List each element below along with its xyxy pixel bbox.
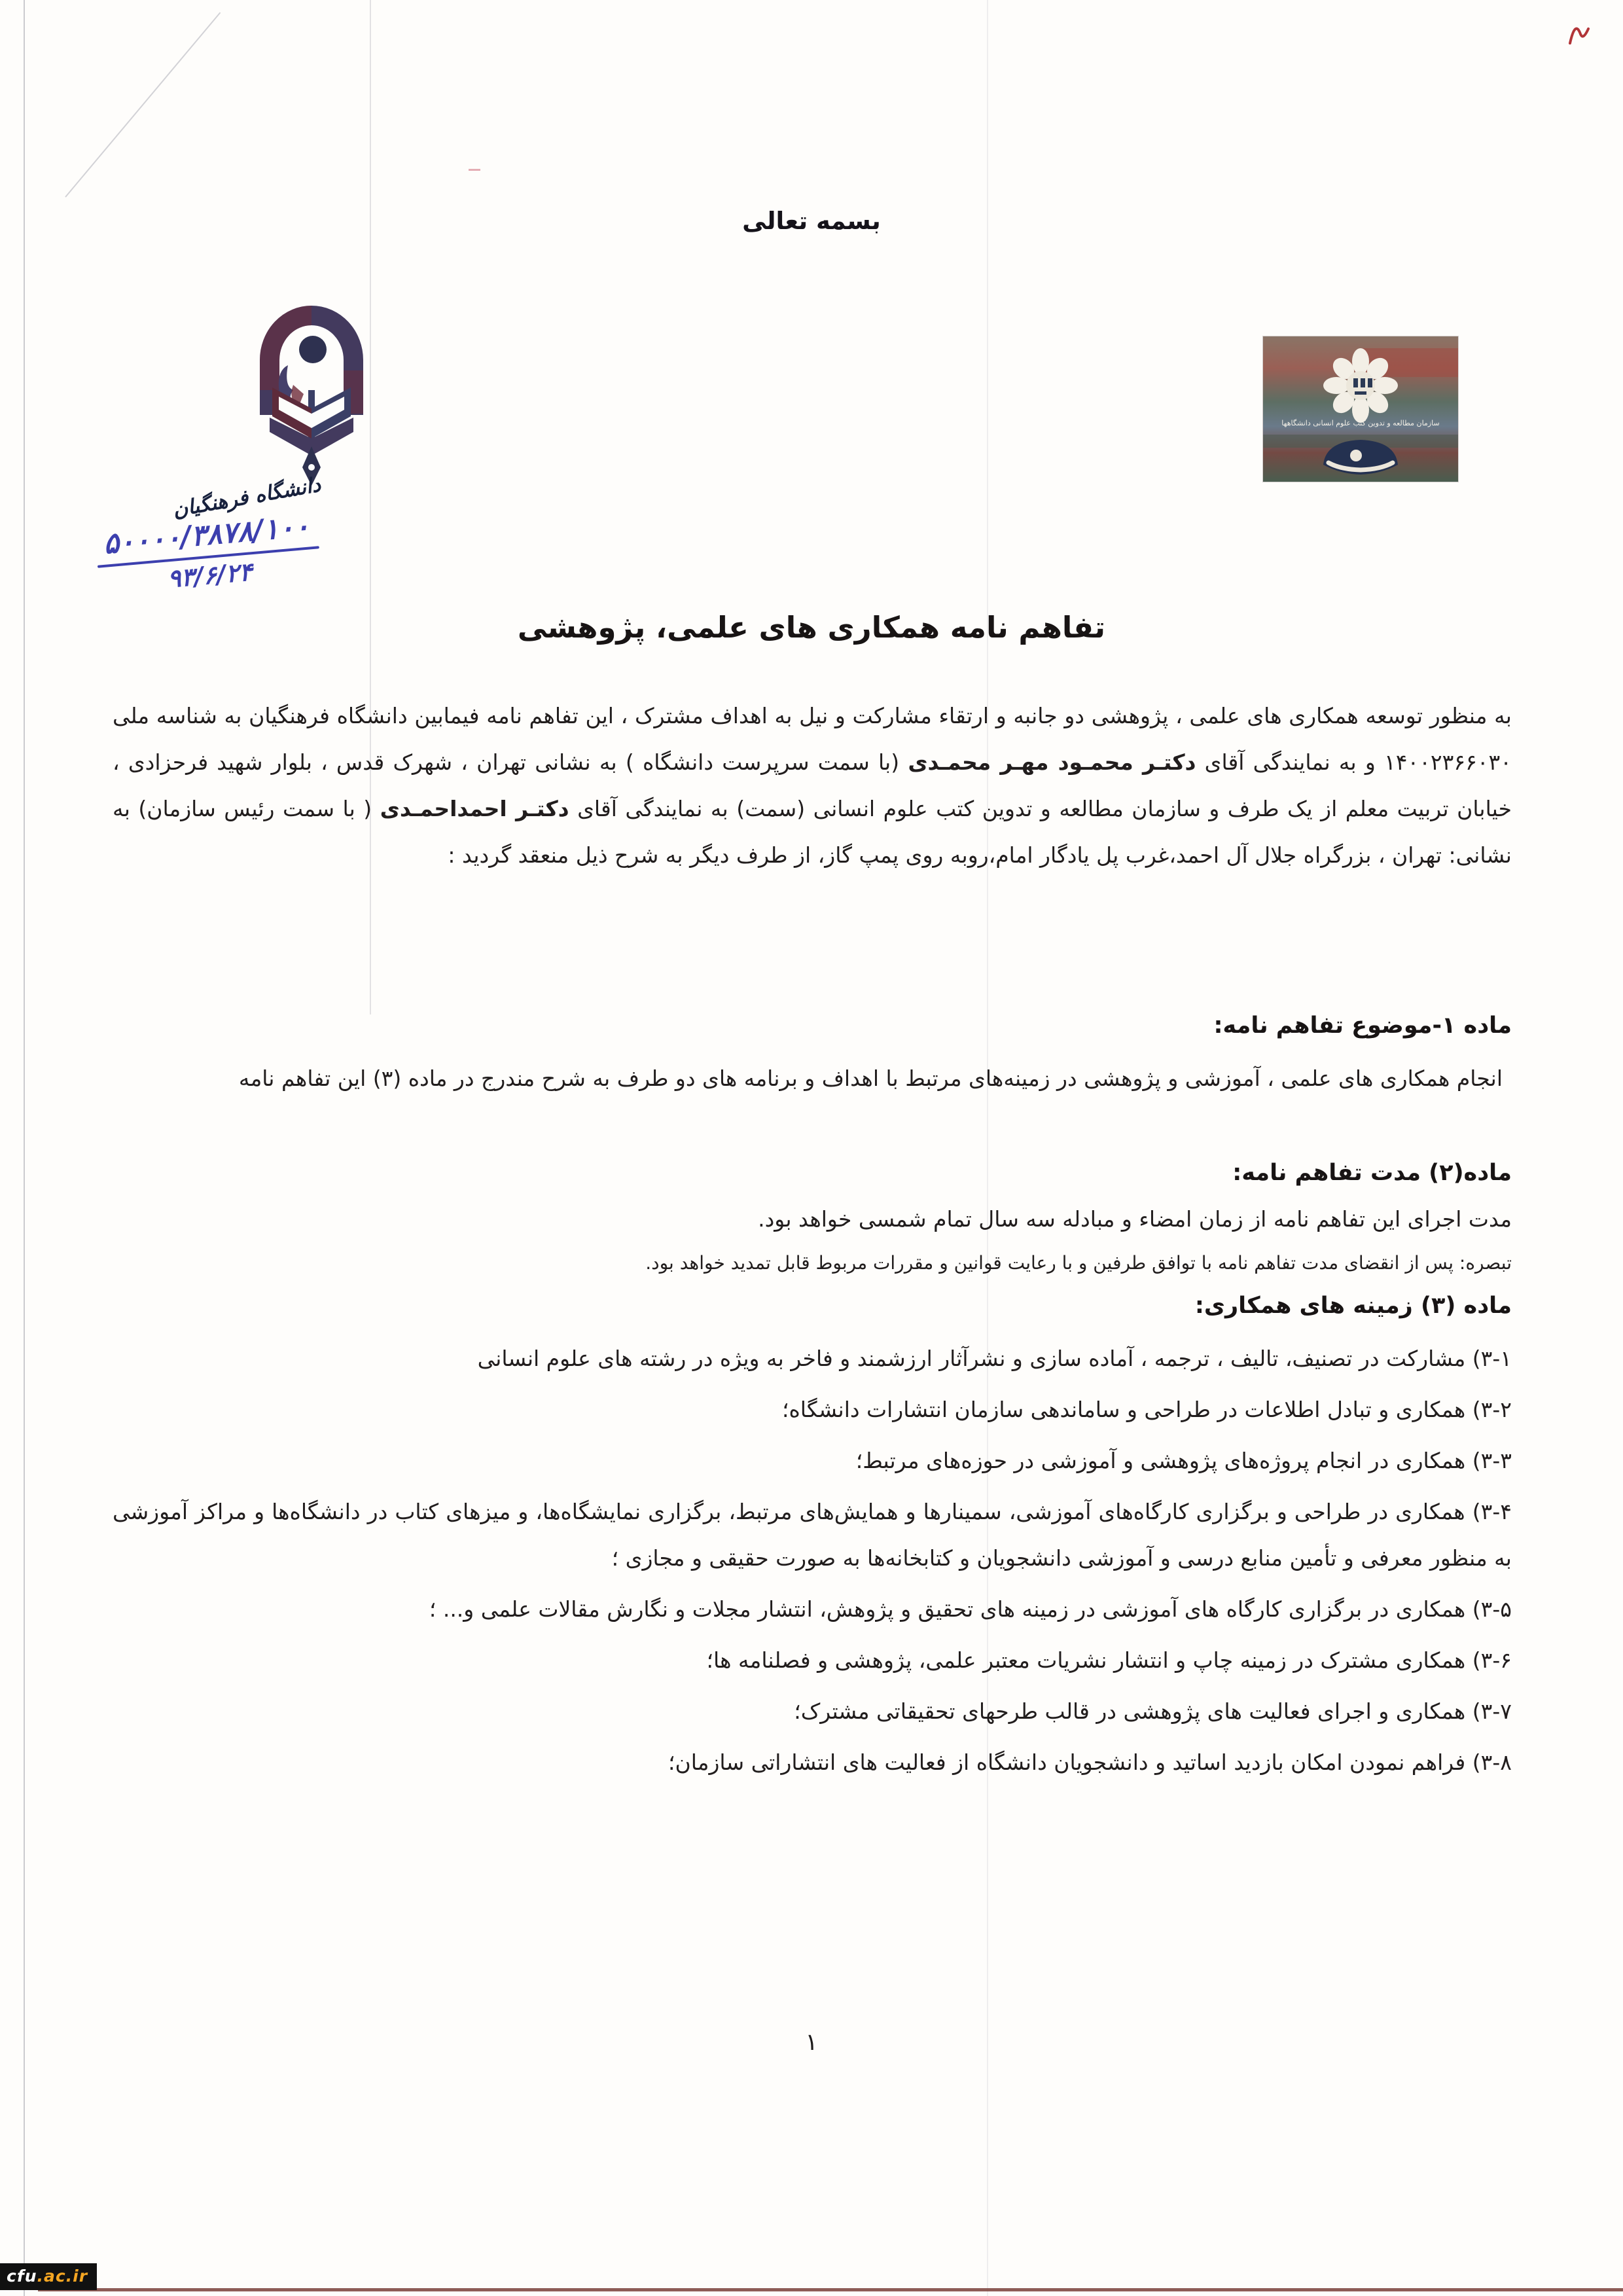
- cfu-watermark: [0, 2263, 97, 2290]
- article-3-item: ۳-۷) همکاری و اجرای فعالیت های پژوهشی در قالب طرحهای تحقیقاتی مشترک؛: [794, 1698, 1512, 1724]
- page-number: ۱: [805, 2029, 818, 2056]
- article-3-item: ۳-۸) فراهم نمودن امکان بازدید اساتید و دانشجویان دانشگاه از فعالیت های انتشاراتی سازمان؛: [668, 1749, 1512, 1775]
- university-logo-caption: دانشگاه فرهنگیان: [171, 473, 323, 522]
- representative-name-university: دکتـر محمـود مهـر محمـدی: [908, 749, 1196, 775]
- reference-number: ۵۰۰۰۰/۳۸۷۸/۱۰۰: [101, 509, 311, 561]
- article-3-item: ۳-۶) همکاری مشترک در زمینه چاپ و انتشار نشریات معتبر علمی، پژوهشی و فصلنامه ها؛: [706, 1647, 1512, 1673]
- watermark-text: .ac.ir: [37, 2267, 88, 2286]
- paper-fold-crease: [987, 0, 988, 2296]
- samt-publisher-stamp: [1263, 336, 1458, 482]
- stamp-organization-text: سازمان مطالعه و تدوین کتب علوم انسانی دانشگاهها: [1281, 419, 1440, 427]
- handwritten-red-mark: [1567, 17, 1591, 46]
- folded-corner-line: [65, 12, 221, 197]
- document-title: تفاهم نامه همکاری های علمی، پژوهشی: [517, 610, 1106, 645]
- bismillah-text: بسمه تعالی: [742, 207, 881, 235]
- article-3-items: [113, 1335, 1512, 1790]
- article-3-item: ۳-۳) همکاری در انجام پروژه‌های پژوهشی و آموزشی در حوزه‌های مرتبط؛: [855, 1448, 1512, 1473]
- article-2-body: مدت اجرای این تفاهم نامه از زمان امضاء و مبادله سه سال تمام شمسی خواهد بود.: [758, 1206, 1512, 1232]
- intro-segment: به منظور توسعه همکاری های علمی ، پژوهشی دو جانبه و ارتقاء مشارکت و نیل به اهداف مشترک ، این تفاهم نامه فیمابین دانشگاه فرهنگیان به شناسه ملی ۱۴۰۰۲۳۶۶۰۳۰ و به نمایندگی آقای: [113, 703, 1512, 775]
- article-3-item: ۳-۲) همکاری و تبادل اطلاعات در طراحی و ساماندهی سازمان انتشارات دانشگاه؛: [782, 1397, 1512, 1422]
- article-3-item: ۳-۱) مشارکت در تصنیف، تالیف ، ترجمه ، آماده سازی و نشرآثار ارزشمند و فاخر به ویژه در رشته های علوم انسانی: [477, 1346, 1512, 1371]
- handwritten-reference-block: [55, 505, 361, 603]
- article-3-item: ۳-۴) همکاری در طراحی و برگزاری کارگاه‌های آموزشی، سمینارها و همایش‌های مرتبط، برگزاری نمایشگاه‌ها، و میزهای کتاب در دانشگاه‌ها و مراکز آموزشی به منظور معرفی و تأمین منابع درسی و آموزشی دانشجویان و کتابخانه‌ها به صورت حقیقی و مجازی ؛: [113, 1499, 1512, 1571]
- intro-segment: (با سمت سرپرست دانشگاه ) به نشانی تهران ، شهرک قدس ، بلوار شهید فرحزادی ، خیابان تربیت معلم از یک طرف و سازمان مطالعه و تدوین کتب علوم انسانی (سمت) به نمایندگی آقای: [113, 749, 1512, 821]
- representative-name-organization: دکتـر احمداحمـدی: [380, 796, 569, 821]
- intro-segment: ( با سمت رئیس سازمان) به نشانی: تهران ، بزرگراه جلال آل احمد،غرب پل یادگار امام،روبه روی پمپ گاز، از طرف دیگر به شرح ذیل منعقد گردید :: [113, 796, 1512, 868]
- scan-left-edge-line: [24, 0, 25, 2296]
- scan-pink-mark: [469, 169, 480, 171]
- farhangian-university-logo-icon: [250, 292, 373, 488]
- scan-bottom-edge-line: [38, 2288, 1623, 2291]
- watermark-text: cfu: [7, 2267, 37, 2286]
- article-2-note: تبصره: پس از انقضای مدت تفاهم نامه با توافق طرفین و با رعایت قوانین و مقررات مربوط قابل تمدید خواهد بود.: [645, 1252, 1512, 1274]
- article-3-item: ۳-۵) همکاری در برگزاری کارگاه های آموزشی در زمینه های تحقیق و پژوهش، انتشار مجلات و نگارش مقالات علمی و... ؛: [429, 1596, 1512, 1622]
- reference-date: ۹۳/۶/۲۴: [166, 557, 254, 594]
- article-1-body: انجام همکاری های علمی ، آموزشی و پژوهشی در زمینه‌های مرتبط با اهداف و برنامه های دو طرف به شرح مندرج در ماده (۳) این تفاهم نامه: [238, 1066, 1503, 1091]
- article-2-heading: ماده(۲) مدت تفاهم نامه:: [1232, 1160, 1512, 1186]
- article-1-heading: ماده ۱-موضوع تفاهم نامه:: [1213, 1013, 1512, 1039]
- article-3-heading: ماده (۳) زمینه های همکاری:: [1194, 1293, 1512, 1319]
- intro-paragraph: [113, 692, 1512, 878]
